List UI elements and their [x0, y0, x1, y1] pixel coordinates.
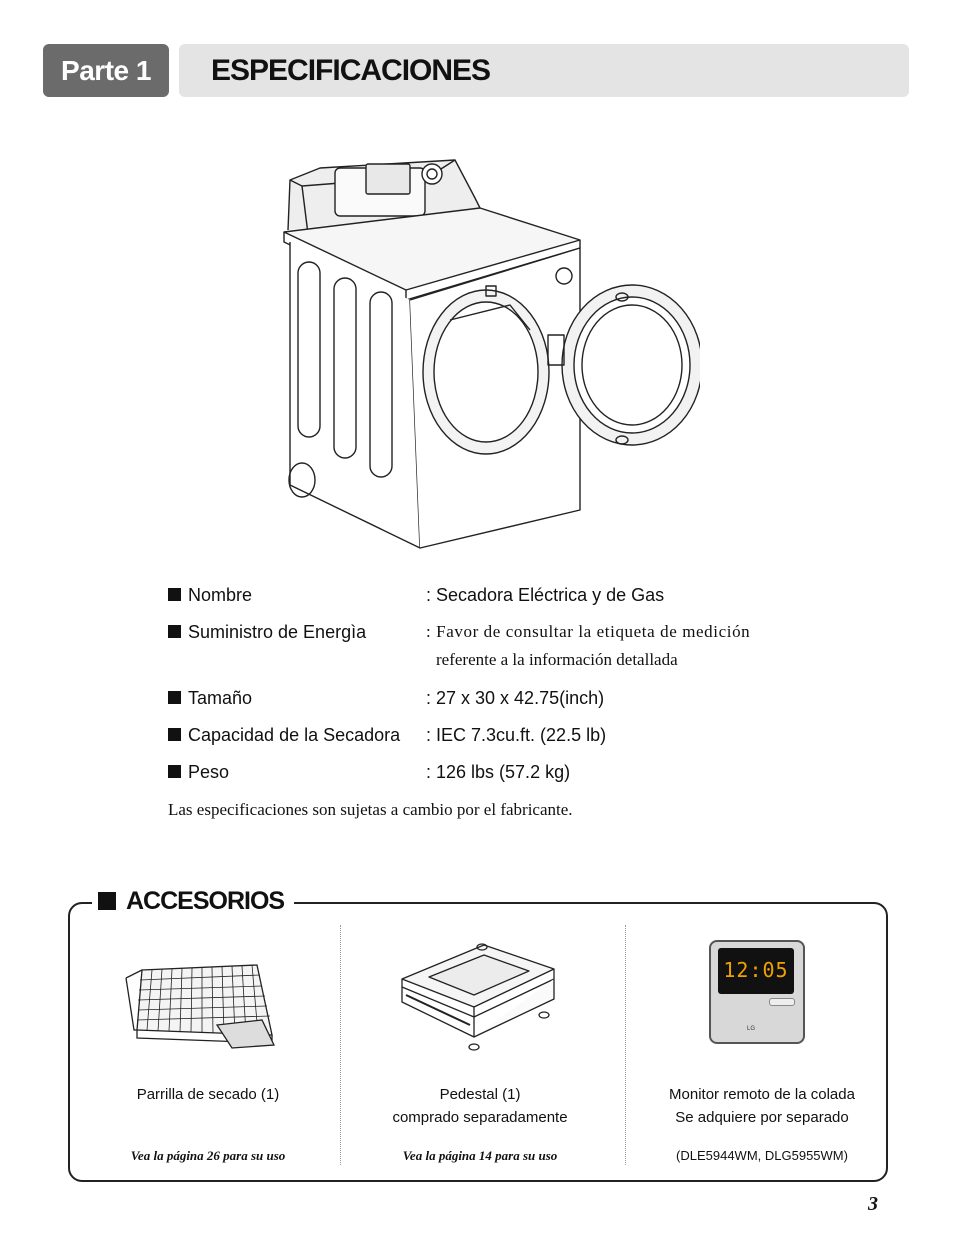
accessory-remote-monitor [626, 925, 898, 1165]
accessory-caption [626, 1083, 898, 1129]
accessory-caption [344, 1083, 616, 1129]
accessory-model-numbers: (DLE5944WM, DLG5955WM) [676, 1148, 848, 1163]
monitor-device [709, 940, 805, 1044]
spec-note: Las especificaciones son sujetas a cambio por el fabricante. [168, 800, 573, 819]
page-title: ESPECIFICACIONES [211, 54, 491, 87]
spec-value: : IEC 7.3cu.ft. (22.5 lb) [426, 725, 607, 745]
spec-value: : Favor de consultar la etiqueta de medición [426, 622, 751, 641]
spec-value-line2: referente a la información detallada [436, 650, 678, 669]
caption-line1: Pedestal (1) [439, 1086, 521, 1103]
monitor-screen [718, 948, 794, 994]
accessories-title: ACCESORIOS [126, 887, 285, 915]
spec-label: Nombre [188, 585, 253, 605]
spec-row-capacidad [168, 723, 868, 760]
drying-rack-image [122, 960, 282, 1050]
caption-line2: Se adquiere por separado [675, 1109, 849, 1126]
spec-label: Suministro de Energìa [188, 622, 367, 642]
spec-list [168, 583, 868, 797]
accessory-pedestal [344, 925, 616, 1165]
monitor-button [769, 998, 795, 1006]
spec-value: : 126 lbs (57.2 kg) [426, 762, 571, 782]
accessories-heading [92, 883, 294, 919]
spec-row-nombre [168, 583, 868, 620]
lg-logo: LG [747, 1026, 756, 1032]
spec-value: : Secadora Eléctrica y de Gas [426, 585, 665, 605]
spec-label: Peso [188, 762, 230, 782]
spec-value: : 27 x 30 x 42.75(inch) [426, 688, 605, 708]
part-label: Parte 1 [43, 44, 169, 97]
page-number: 3 [868, 1193, 878, 1215]
bullet-square [168, 588, 181, 601]
bullet-square [168, 765, 181, 778]
bullet-square [168, 691, 181, 704]
bullet-square [168, 625, 181, 638]
caption-line1: Monitor remoto de la colada [669, 1086, 855, 1103]
accessory-drying-rack [72, 925, 344, 1165]
title-bar [179, 44, 909, 97]
caption-line2: comprado separadamente [392, 1109, 568, 1126]
accessory-page-ref: Vea la página 26 para su uso [130, 1148, 286, 1163]
bullet-square [168, 728, 181, 741]
spec-row-tamano [168, 686, 868, 723]
spec-row-energia [168, 620, 868, 686]
monitor-time-display: 12:05 [723, 958, 789, 982]
spec-label: Tamaño [188, 688, 253, 708]
caption-line1: Parrilla de secado (1) [136, 1086, 280, 1103]
spec-row-peso [168, 760, 868, 797]
bullet-square [98, 892, 116, 910]
pedestal-image [394, 937, 564, 1057]
dryer-illustration [280, 150, 700, 550]
accessory-page-ref: Vea la página 14 para su uso [402, 1148, 558, 1163]
spec-label: Capacidad de la Secadora [188, 725, 401, 745]
accessory-caption [72, 1083, 344, 1106]
